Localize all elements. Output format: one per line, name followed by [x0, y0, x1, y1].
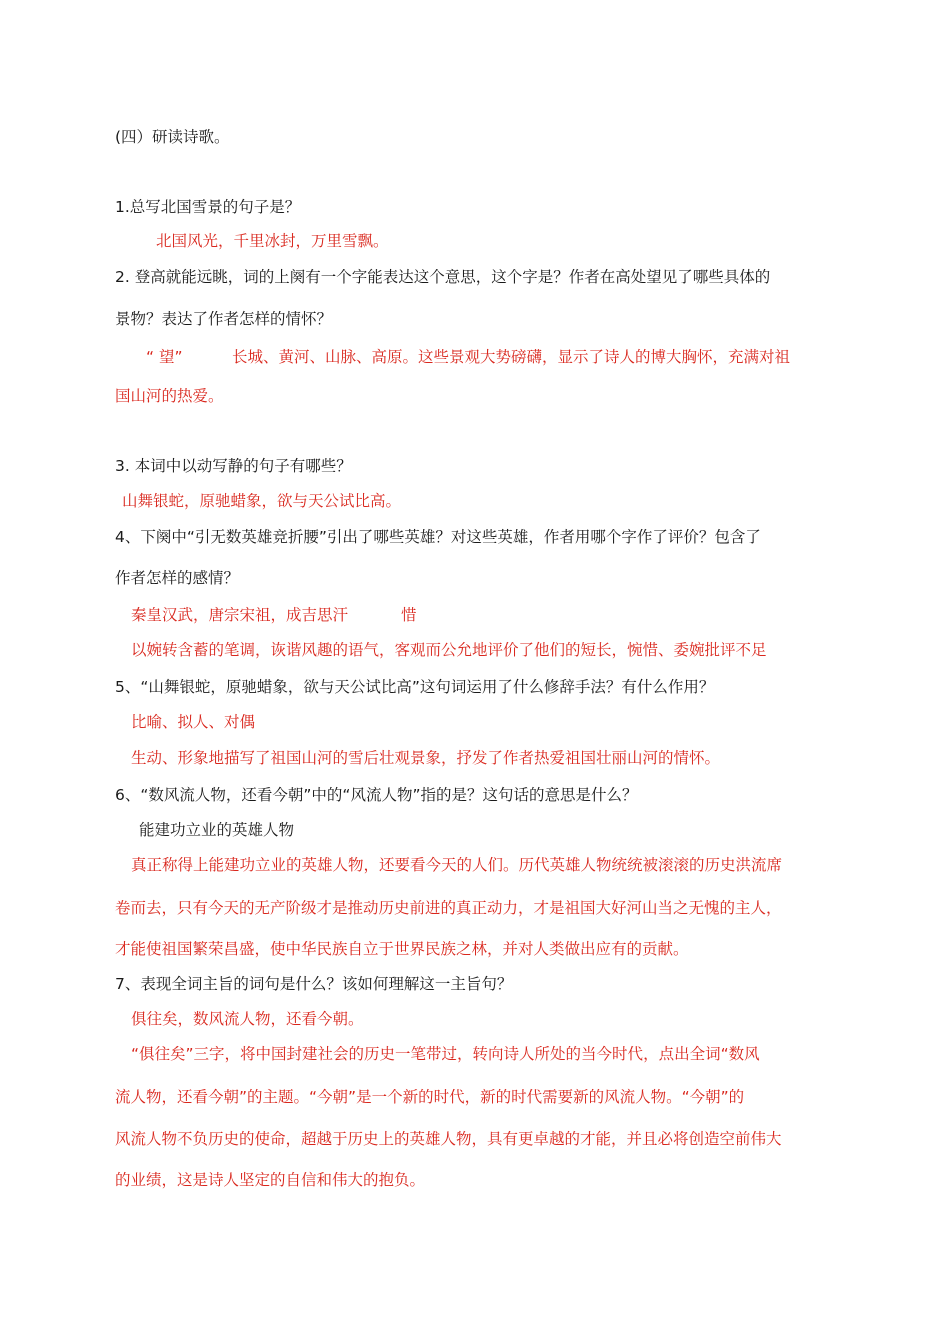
answer-2-line-2: 国山河的热爱。 [115, 387, 224, 405]
answer-5-line-1: 比喻、拟人、对偶 [131, 713, 256, 731]
answer-4-main: 秦皇汉武，唐宗宋祖，成吉思汗 [131, 606, 349, 624]
question-4-line-2: 作者怎样的感情？ [115, 569, 240, 587]
answer-2-line-1: 长城、黄河、山脉、高原。这些景观大势磅礴，显示了诗人的博大胸怀，充满对祖 [232, 348, 791, 366]
section-title: (四）研读诗歌。 [115, 128, 230, 146]
answer-7-line-2: “俱往矣”三字，将中国封建社会的历史一笔带过，转向诗人所处的当今时代，点出全词“数风 [131, 1045, 760, 1063]
answer-1: 北国风光，千里冰封，万里雪飘。 [156, 232, 389, 250]
answer-7-line-5: 的业绩，这是诗人坚定的自信和伟大的抱负。 [115, 1171, 426, 1189]
answer-6-line-1: 真正称得上能建功立业的英雄人物，还要看今天的人们。历代英雄人物统统被滚滚的历史洪流席 [131, 856, 783, 874]
answer-5-line-2: 生动、形象地描写了祖国山河的雪后壮观景象，抒发了作者热爱祖国壮丽山河的情怀。 [131, 749, 721, 767]
question-4-line-1: 4、下阕中“引无数英雄竞折腰”引出了哪些英雄？对这些英雄，作者用哪个字作了评价？包含了 [115, 528, 761, 546]
question-1: 1.总写北国雪景的句子是？ [115, 198, 301, 216]
answer-3: 山舞银蛇，原驰蜡象，欲与天公试比高。 [122, 492, 402, 510]
question-3: 3. 本词中以动写静的句子有哪些？ [115, 457, 352, 475]
answer-6-line-2: 卷而去，只有今天的无产阶级才是推动历史前进的真正动力，才是祖国大好河山当之无愧的主人， [115, 899, 782, 917]
answer-2-keyword: “ 望” [146, 348, 183, 366]
question-6: 6、“数风流人物，还看今朝”中的“风流人物”指的是？这句话的意思是什么？ [115, 786, 638, 804]
answer-4-keyword: 惜 [401, 606, 417, 624]
answer-7-line-3: 流人物，还看今朝”的主题。“今朝”是一个新的时代，新的时代需要新的风流人物。“今朝”的 [115, 1088, 745, 1106]
answer-6-line-3: 才能使祖国繁荣昌盛，使中华民族自立于世界民族之林，并对人类做出应有的贡献。 [115, 940, 689, 958]
question-2-line-2: 景物？表达了作者怎样的情怀？ [115, 310, 333, 328]
answer-6-plain: 能建功立业的英雄人物 [139, 821, 295, 839]
question-5: 5、“山舞银蛇，原驰蜡象，欲与天公试比高”这句词运用了什么修辞手法？有什么作用？ [115, 678, 715, 696]
question-7: 7、表现全词主旨的词句是什么？该如何理解这一主旨句？ [115, 975, 513, 993]
answer-4-comment: 以婉转含蓄的笔调，诙谐风趣的语气，客观而公允地评价了他们的短长，惋惜、委婉批评不足 [131, 641, 767, 659]
answer-7-line-1: 俱往矣，数风流人物，还看今朝。 [131, 1010, 364, 1028]
question-2-line-1: 2. 登高就能远眺，词的上阕有一个字能表达这个意思，这个字是？作者在高处望见了哪些具体的 [115, 268, 771, 286]
answer-7-line-4: 风流人物不负历史的使命，超越于历史上的英雄人物，具有更卓越的才能，并且必将创造空前伟大 [115, 1130, 782, 1148]
